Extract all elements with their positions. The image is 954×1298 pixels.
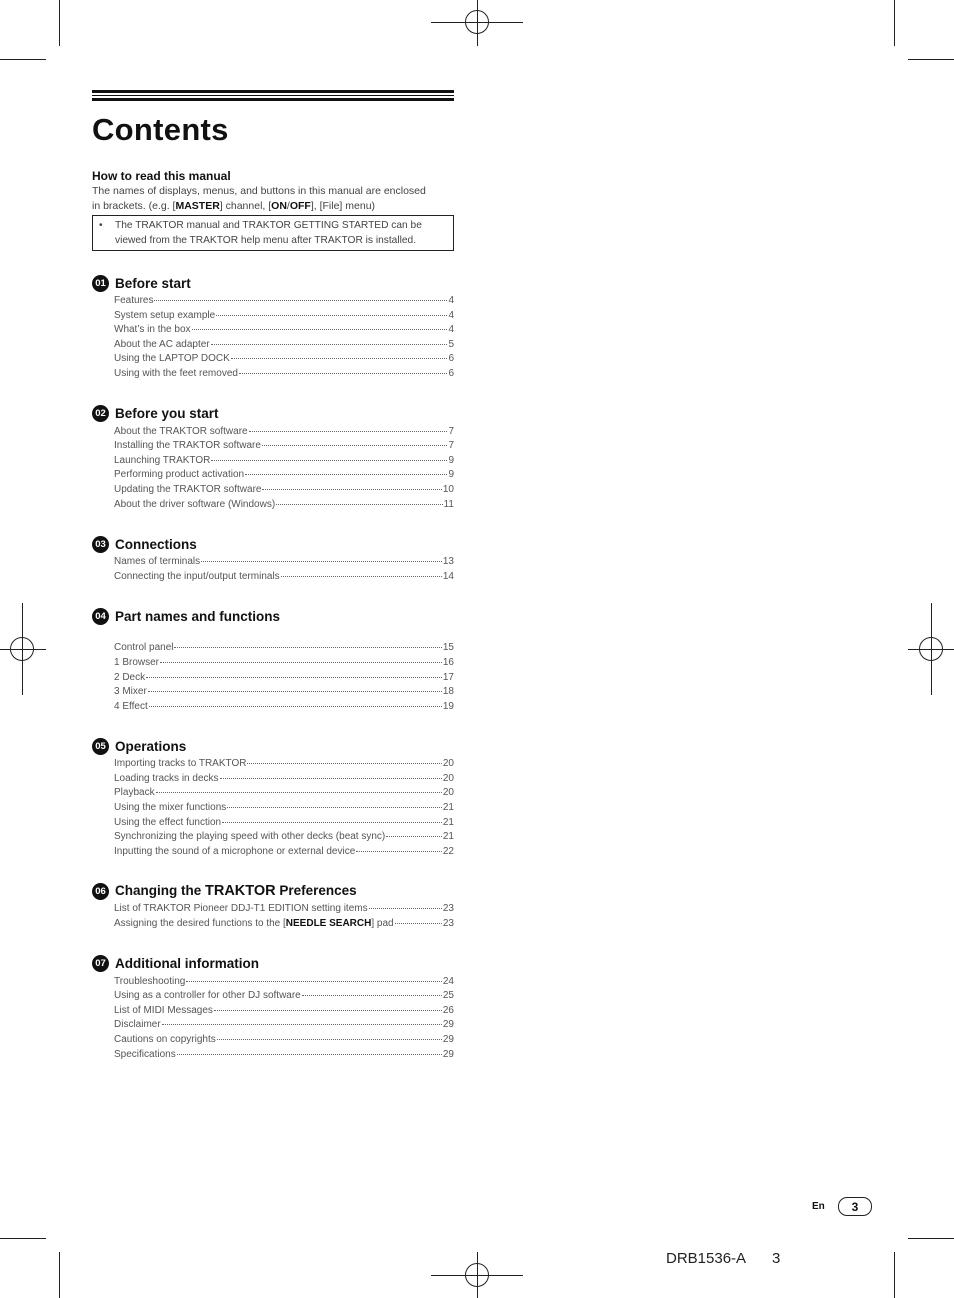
toc-entry-label: Using the effect function	[114, 816, 222, 828]
toc-entry[interactable]	[114, 309, 454, 324]
toc-entry[interactable]	[114, 425, 454, 440]
chapter-number-badge: 03	[92, 536, 109, 553]
how-to-read-text: The names of displays, menus, and buttons in this manual are enclosed in brackets. (e.g. [MASTER] channel, [ON/OFF], [File] menu)	[92, 185, 426, 212]
toc-entry-page: 21	[442, 831, 454, 843]
leader-dots	[245, 474, 447, 475]
toc-entries	[114, 555, 454, 584]
toc-entry-page: 29	[442, 1034, 454, 1045]
leader-dots	[177, 1054, 442, 1055]
toc-section	[92, 273, 454, 382]
toc-entry[interactable]	[114, 454, 454, 469]
toc-entry[interactable]	[114, 816, 454, 831]
toc-entry-page: 19	[442, 700, 454, 712]
section-title: Before start	[115, 275, 191, 291]
toc-entry-page: 22	[442, 845, 454, 857]
toc-entry[interactable]	[114, 570, 454, 585]
leader-dots	[222, 822, 442, 823]
toc-entry[interactable]	[114, 1004, 454, 1019]
section-heading[interactable]	[92, 606, 454, 626]
toc-entry[interactable]	[114, 917, 454, 932]
section-title: Changing the TRAKTOR Preferences	[115, 883, 357, 900]
crop-mark	[908, 59, 954, 60]
toc-entry-label: Using as a controller for other DJ software	[114, 990, 301, 1002]
leader-dots	[217, 1039, 442, 1040]
page-number: 3	[838, 1197, 872, 1216]
contents-column	[92, 90, 454, 1062]
section-title: Operations	[115, 738, 187, 754]
leader-dots	[369, 908, 442, 909]
toc-entry-label: Loading tracks in decks	[114, 772, 219, 784]
crop-mark	[894, 1252, 895, 1298]
toc-entries	[114, 425, 454, 513]
leader-dots	[302, 995, 442, 996]
section-heading[interactable]	[92, 736, 454, 756]
toc-entry-page: 4	[448, 324, 454, 336]
toc-section	[92, 404, 454, 513]
section-heading[interactable]	[92, 534, 454, 554]
registration-circle	[919, 637, 943, 661]
toc-section	[92, 736, 454, 859]
toc-entry[interactable]	[114, 700, 454, 715]
toc-entry-page: 25	[442, 990, 454, 1002]
toc-entry-page: 14	[442, 570, 454, 582]
leader-dots	[276, 504, 442, 505]
toc-entry[interactable]	[114, 555, 454, 570]
toc-entry-label: Assigning the desired functions to the [NEEDLE SEARCH] pad	[114, 918, 394, 930]
toc-entry-label: Disclaimer	[114, 1019, 161, 1031]
toc-entry-page: 20	[442, 758, 454, 770]
leader-dots	[262, 445, 448, 446]
toc-entry-label: List of MIDI Messages	[114, 1004, 213, 1016]
toc-entry-page: 20	[442, 787, 454, 799]
chapter-number-badge: 01	[92, 275, 109, 292]
toc-entries	[114, 975, 454, 1063]
toc-entry-label: Installing the TRAKTOR software	[114, 440, 261, 452]
chapter-number-badge: 04	[92, 608, 109, 625]
toc-entry-label: Updating the TRAKTOR software	[114, 483, 262, 495]
leader-dots	[211, 460, 447, 461]
leader-dots	[220, 778, 442, 779]
leader-dots	[154, 300, 447, 301]
section-heading[interactable]	[92, 404, 454, 424]
toc-entry-page: 18	[442, 686, 454, 698]
leader-dots	[192, 329, 448, 330]
leader-dots	[174, 647, 441, 648]
leader-dots	[262, 489, 441, 490]
toc-entry-label: Connecting the input/output terminals	[114, 570, 280, 582]
leader-dots	[395, 923, 442, 924]
toc-entry-page: 21	[442, 816, 454, 828]
toc-entry-label: Features	[114, 295, 154, 306]
leader-dots	[160, 662, 442, 663]
chapter-number-badge: 06	[92, 883, 109, 900]
toc-entry[interactable]	[114, 671, 454, 686]
leader-dots	[231, 358, 448, 359]
toc-entry[interactable]	[114, 989, 454, 1004]
toc-entry[interactable]	[114, 786, 454, 801]
toc-entry-label: Troubleshooting	[114, 975, 186, 987]
toc-entry-page: 9	[448, 469, 454, 481]
toc-entry[interactable]	[114, 801, 454, 816]
leader-dots	[247, 763, 441, 764]
toc-entry-page: 20	[442, 772, 454, 784]
toc-entry-label: List of TRAKTOR Pioneer DDJ-T1 EDITION setting items	[114, 903, 368, 915]
section-title: Connections	[115, 536, 197, 552]
crop-mark	[0, 1238, 46, 1239]
toc-entry-label: Playback	[114, 787, 155, 799]
toc-section	[92, 881, 454, 931]
toc-entry[interactable]	[114, 685, 454, 700]
toc-entry-label: 4 Effect	[114, 700, 148, 712]
leader-dots	[249, 431, 448, 432]
toc-entry-label: Importing tracks to TRAKTOR	[114, 758, 247, 770]
section-title: Before you start	[115, 406, 219, 422]
leader-dots	[356, 851, 442, 852]
toc-entry-page: 26	[442, 1004, 454, 1016]
toc-entry-page: 10	[442, 483, 454, 495]
toc-entries	[114, 902, 454, 931]
toc-entry-page: 4	[448, 309, 454, 321]
language-label: En	[812, 1201, 825, 1212]
chapter-number-badge: 02	[92, 405, 109, 422]
toc-entry-label: About the TRAKTOR software	[114, 425, 248, 437]
document-id: DRB1536-A	[666, 1250, 747, 1267]
toc-entry-label: Performing product activation	[114, 469, 245, 481]
leader-dots	[162, 1024, 442, 1025]
document-page: 3	[772, 1250, 781, 1267]
registration-circle	[465, 10, 489, 34]
toc-section	[92, 954, 454, 1063]
leader-dots	[216, 315, 447, 316]
toc-entry-label: Launching TRAKTOR	[114, 454, 211, 466]
how-to-read-heading: How to read this manual	[92, 169, 231, 183]
toc-entry-label: Synchronizing the playing speed with other decks (beat sync)	[114, 831, 386, 843]
title-rules	[92, 90, 454, 101]
toc-entry-label: 3 Mixer	[114, 686, 147, 698]
toc-entry[interactable]	[114, 294, 454, 309]
toc-entry-page: 6	[448, 353, 454, 365]
toc-entry[interactable]	[114, 439, 454, 454]
toc-entry-label: Using with the feet removed	[114, 367, 238, 379]
toc-section	[92, 534, 454, 584]
toc-entries	[114, 294, 454, 382]
toc-entry-page: 29	[442, 1019, 454, 1031]
toc-entry[interactable]	[114, 1048, 454, 1063]
toc-entry-label: Specifications	[114, 1048, 176, 1060]
crop-mark	[0, 59, 46, 60]
toc-entry[interactable]	[114, 1018, 454, 1033]
toc-entry[interactable]	[114, 323, 454, 338]
toc-entry[interactable]	[114, 367, 454, 382]
leader-dots	[148, 691, 442, 692]
toc-entry-label: About the AC adapter	[114, 338, 210, 350]
toc-entry[interactable]	[114, 352, 454, 367]
section-heading[interactable]	[92, 273, 454, 293]
leader-dots	[281, 576, 442, 577]
leader-dots	[149, 706, 442, 707]
toc-entry-label: 2 Deck	[114, 671, 146, 683]
section-heading[interactable]	[92, 954, 454, 974]
toc-entry[interactable]	[114, 830, 454, 845]
toc-entry[interactable]	[114, 772, 454, 787]
toc-entry-label: 1 Browser	[114, 656, 160, 668]
toc-section	[92, 606, 454, 714]
bullet: •	[99, 220, 103, 231]
chapter-number-badge: 05	[92, 738, 109, 755]
crop-mark	[59, 1252, 60, 1298]
note-box: • The TRAKTOR manual and TRAKTOR GETTING STARTED can be viewed from the TRAKTOR help menu after TRAKTOR is installed.	[92, 215, 454, 251]
toc-entry-page: 23	[442, 918, 454, 930]
toc-entry-page: 4	[448, 295, 454, 306]
leader-dots	[146, 677, 442, 678]
leader-dots	[227, 807, 442, 808]
crop-mark	[59, 0, 60, 46]
leader-dots	[239, 373, 447, 374]
toc-entry-label: What’s in the box	[114, 324, 191, 336]
section-heading[interactable]	[92, 881, 454, 901]
toc-entry[interactable]	[114, 757, 454, 772]
table-of-contents	[92, 273, 454, 1062]
toc-entry-page: 16	[442, 656, 454, 668]
section-title: Part names and functions	[115, 608, 281, 624]
toc-entries	[114, 757, 454, 859]
leader-dots	[386, 836, 442, 837]
toc-entry-label: Using the mixer functions	[114, 802, 227, 814]
toc-entry-page: 7	[448, 425, 454, 437]
leader-dots	[201, 561, 442, 562]
toc-entry-page: 5	[448, 338, 454, 350]
toc-entry[interactable]	[114, 498, 454, 513]
toc-entry-page: 9	[448, 454, 454, 466]
leader-dots	[156, 792, 442, 793]
toc-entry[interactable]	[114, 845, 454, 860]
toc-entry-page: 11	[443, 498, 454, 510]
page-title: Contents	[92, 112, 229, 147]
toc-entry[interactable]	[114, 483, 454, 498]
crop-mark	[894, 0, 895, 46]
toc-entry[interactable]	[114, 975, 454, 990]
toc-entry-label: System setup example	[114, 309, 216, 321]
registration-circle	[465, 1263, 489, 1287]
toc-entry-page: 24	[442, 975, 454, 987]
toc-entry[interactable]	[114, 468, 454, 483]
toc-entry[interactable]	[114, 902, 454, 917]
registration-circle	[10, 637, 34, 661]
toc-entry-label: Inputting the sound of a microphone or external device	[114, 845, 356, 857]
toc-entry-page: 15	[442, 642, 454, 654]
toc-entry[interactable]	[114, 338, 454, 353]
section-title: Additional information	[115, 956, 259, 972]
toc-entry-page: 17	[442, 671, 454, 683]
toc-entry-page: 6	[448, 367, 454, 379]
toc-entry-label: Using the LAPTOP DOCK	[114, 353, 230, 365]
leader-dots	[186, 981, 442, 982]
toc-entry-page: 29	[442, 1048, 454, 1060]
leader-dots	[214, 1010, 442, 1011]
toc-entry[interactable]	[114, 641, 454, 656]
toc-entry-page: 7	[448, 440, 454, 452]
toc-entry-page: 23	[442, 903, 454, 915]
toc-entry-label: Control panel	[114, 642, 174, 654]
toc-entry-page: 13	[442, 556, 454, 568]
toc-entry-label: Names of terminals	[114, 556, 201, 568]
leader-dots	[211, 344, 448, 345]
crop-mark	[908, 1238, 954, 1239]
toc-entry[interactable]	[114, 1033, 454, 1048]
toc-entry[interactable]	[114, 656, 454, 671]
toc-entry-page: 21	[442, 802, 454, 814]
toc-entries	[114, 641, 454, 714]
chapter-number-badge: 07	[92, 955, 109, 972]
toc-entry-label: Cautions on copyrights	[114, 1034, 216, 1045]
toc-entry-label: About the driver software (Windows)	[114, 498, 276, 510]
